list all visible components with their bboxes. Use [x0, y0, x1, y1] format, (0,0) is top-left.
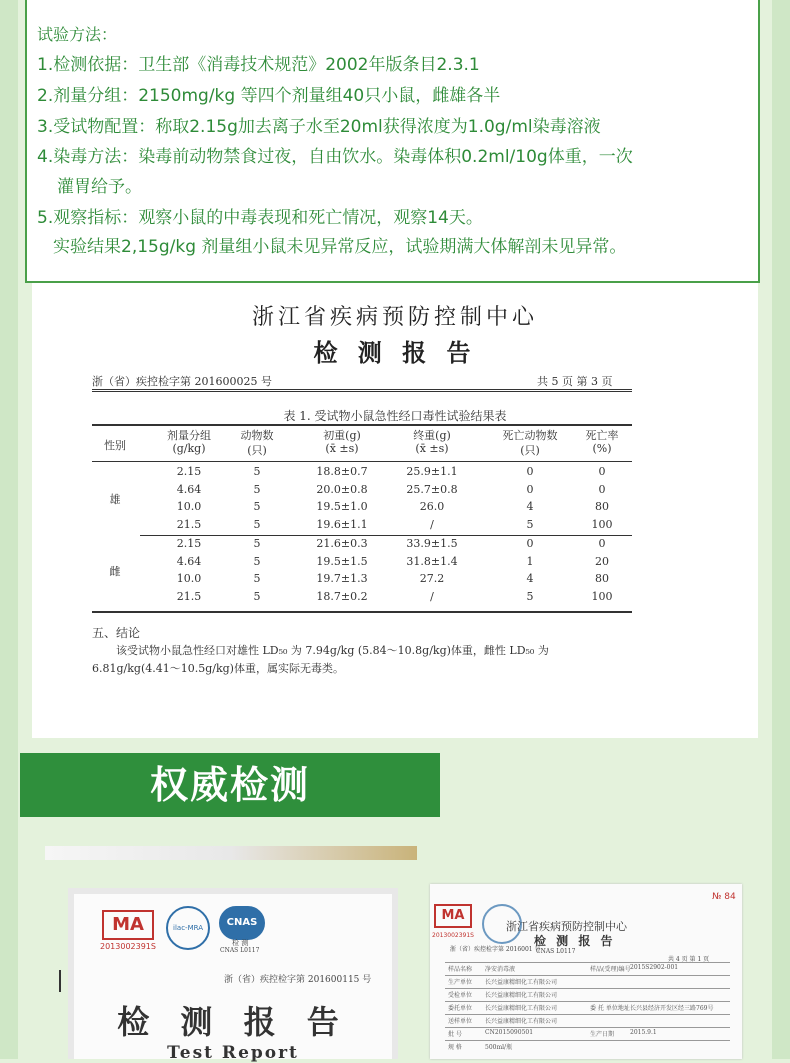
sample-info-cell: 样品(受理)编号	[590, 966, 631, 973]
table-cell: 0	[598, 537, 606, 550]
ma-stamp-right: MA	[434, 904, 472, 928]
ma-stamp: MA	[102, 910, 154, 940]
banner-label: 权威检测	[149, 763, 310, 807]
table-cell: 19.5±1.0	[316, 500, 368, 513]
table-cell: 5	[253, 465, 261, 478]
table-cell: 31.8±1.4	[406, 554, 458, 568]
edge-mark	[59, 970, 61, 992]
table-header-cell: (g/kg)	[172, 442, 206, 455]
sample-info-cell: 长兴益康精细化工有限公司	[485, 992, 558, 999]
table-cell: 26.0	[419, 500, 445, 513]
sample-info-cell: 委托单位	[448, 1005, 473, 1012]
sample-info-cell: 批 号	[448, 1031, 462, 1038]
report-org: 浙江省疾病预防控制中心	[251, 305, 538, 330]
sample-info-row	[445, 1001, 730, 1013]
sample-info-cell: 生产单位	[448, 979, 473, 986]
report-pages: 共 5 页 第 3 页	[537, 375, 613, 388]
corner-number: № 84	[712, 892, 736, 902]
table-cell: 100	[591, 517, 613, 531]
right-org: 浙江省疾病预防控制中心	[506, 920, 627, 933]
header-rule	[92, 389, 632, 390]
table-cell: 25.7±0.8	[406, 482, 458, 496]
table-cell: 33.9±1.5	[406, 537, 458, 550]
sample-info-cell: 生产日期	[590, 1031, 615, 1038]
conclusion-title: 五、结论	[92, 626, 141, 640]
table-cell: 19.6±1.1	[316, 517, 368, 531]
report-number: 浙（省）疾控检字第 201600025 号	[92, 375, 272, 388]
table-cell: 5	[526, 589, 534, 603]
table-header-cell: 性别	[104, 439, 126, 452]
table-cell: 80	[595, 572, 609, 585]
method-item-5: 5.观察指标：观察小鼠的中毒表现和死亡情况，观察14天。	[37, 208, 483, 228]
table-header-cell: 终重(g)	[413, 429, 451, 442]
sample-info-row	[445, 988, 730, 1000]
right-title: 检 测 报 告	[534, 934, 616, 948]
right-stripe	[772, 0, 790, 1059]
sample-info-row	[445, 1027, 730, 1039]
method-title: 试验方法：	[37, 25, 118, 44]
table-cell: 4	[526, 572, 534, 585]
sample-info-cell: 委 托 单位地址	[590, 1005, 630, 1012]
table-cell: 25.9±1.1	[406, 465, 458, 478]
table-cell: 21.5	[176, 517, 202, 531]
method-item-3: 3.受试物配置：称取2.15g加去离子水至20ml获得浓度为1.0g/ml染毒溶液	[37, 117, 601, 137]
sample-info-cell: 净安消毒液	[485, 966, 516, 973]
table-cell: 21.5	[176, 589, 202, 603]
right-pages: 共 4 页 第 1 页	[668, 956, 710, 963]
sample-info-cell: 500ml/瓶	[485, 1044, 513, 1051]
cover-subtitle: Test Report	[167, 1043, 299, 1063]
table-sex-cell: 雄	[109, 493, 121, 506]
sample-info-row	[445, 975, 730, 987]
table-cell: 5	[253, 517, 261, 531]
ma-number-right: 2013002391S	[432, 932, 474, 939]
report-page-right	[430, 884, 742, 1059]
sample-info-cell: 规 格	[448, 1044, 462, 1051]
table-cell: 18.7±0.2	[316, 589, 368, 603]
paper-strip	[45, 846, 417, 860]
table-header-cell: (x̄ ±s)	[415, 442, 449, 455]
sample-info-cell: 送样单位	[448, 1018, 473, 1025]
cover-number: 浙（省）疾控检字第 201600115 号	[224, 975, 372, 985]
table-header-cell: 死亡动物数	[502, 429, 558, 442]
method-item-4-cont: 灌胃给予。	[57, 177, 142, 197]
table-header-cell: 死亡率	[585, 429, 619, 442]
table-cell: 5	[253, 482, 261, 496]
conclusion-line-2: 6.81g/kg(4.41～10.5g/kg)体重，属实际无毒类。	[92, 662, 344, 675]
test-report-page	[32, 283, 758, 738]
table-cell: 1	[526, 554, 534, 568]
table-cell: 100	[591, 589, 613, 603]
table-cell: /	[430, 517, 434, 531]
table-header-cell: (x̄ ±s)	[325, 442, 359, 455]
table-cell: 5	[253, 537, 261, 550]
table-cell: 5	[253, 500, 261, 513]
table-cell: 5	[253, 589, 261, 603]
method-result: 实验结果2,15g/kg 剂量组小鼠未见异常反应，试验期满大体解剖未见异常。	[53, 237, 627, 257]
table-group-rule	[140, 535, 632, 536]
method-item-1: 1.检测依据：卫生部《消毒技术规范》2002年版条目2.3.1	[37, 55, 480, 75]
cnas-sub: 检 测	[232, 939, 249, 947]
ma-number: 2013002391S	[100, 942, 156, 951]
ilac-mra-logo: ilac-MRA	[166, 906, 210, 950]
table-cell: 10.0	[176, 572, 202, 585]
table-cell: 5	[253, 554, 261, 568]
cover-title: 检 测 报 告	[117, 1003, 349, 1041]
table-bottom-rule	[92, 611, 632, 613]
method-item-4: 4.染毒方法：染毒前动物禁食过夜，自由饮水。染毒体积0.2ml/10g体重，一次	[37, 147, 633, 167]
table-cell: 5	[526, 517, 534, 531]
table-cell: 20	[595, 554, 609, 568]
table-cell: 2.15	[176, 537, 202, 550]
report-cover-left	[68, 888, 398, 1063]
table-header-cell: 剂量分组	[167, 429, 211, 442]
table-sex-cell: 雌	[109, 565, 121, 578]
table-header-cell: (%)	[592, 442, 612, 455]
sample-info-cell: 受检单位	[448, 992, 473, 999]
right-number: 浙（省）疾控检字第 2016001 号	[450, 946, 541, 953]
sample-info-row	[445, 1040, 730, 1052]
table-cell: 27.2	[419, 572, 445, 585]
table-header-cell: 动物数	[240, 429, 274, 442]
sample-info-cell: 长兴益康精细化工有限公司	[485, 1005, 558, 1012]
sample-info-cell: 2015.9.1	[630, 1029, 657, 1036]
table-cell: 0	[526, 482, 534, 496]
cnas-code: CNAS L0117	[220, 947, 260, 954]
report-title: 检 测 报 告	[313, 338, 477, 367]
table-header-rule	[92, 461, 632, 462]
left-stripe	[0, 0, 18, 1059]
table-cell: 0	[598, 482, 606, 496]
table-cell: 21.6±0.3	[316, 537, 368, 550]
table-cell: 19.5±1.5	[316, 554, 368, 568]
sample-info-cell: 长兴益康精细化工有限公司	[485, 1018, 558, 1025]
table-top-rule	[92, 424, 632, 426]
table-cell: 18.8±0.7	[316, 465, 368, 478]
table-title: 表 1. 受试物小鼠急性经口毒性试验结果表	[283, 409, 507, 423]
table-header-cell: (只)	[247, 444, 267, 457]
right-cnas: CNAS L0117	[536, 948, 576, 955]
conclusion-line-1: 该受试物小鼠急性经口对雄性 LD₅₀ 为 7.94g/kg (5.84～10.8g/kg)体重，雌性 LD₅₀ 为	[116, 644, 549, 657]
table-cell: 20.0±0.8	[316, 482, 368, 496]
header-rule-2	[92, 391, 632, 392]
table-cell: 5	[253, 572, 261, 585]
method-box	[25, 0, 760, 283]
method-item-2: 2.剂量分组：2150mg/kg 等四个剂量组40只小鼠，雌雄各半	[37, 86, 501, 106]
cnas-logo: CNAS	[219, 906, 265, 940]
table-cell: 0	[598, 465, 606, 478]
table-header-cell: (只)	[520, 444, 540, 457]
authority-banner	[20, 753, 440, 817]
table-cell: 0	[526, 537, 534, 550]
sample-info-cell: 长兴益康精细化工有限公司	[485, 979, 558, 986]
table-cell: 0	[526, 465, 534, 478]
table-header-cell: 初重(g)	[323, 429, 361, 442]
sample-info-cell: CN2015090501	[485, 1029, 534, 1036]
sample-info-cell: 2015S2902-001	[630, 964, 679, 971]
table-cell: 4.64	[176, 482, 202, 496]
sample-info-row	[445, 1014, 730, 1026]
sample-info-cell: 样品名称	[448, 966, 473, 973]
table-cell: 80	[595, 500, 609, 513]
table-cell: 19.7±1.3	[316, 572, 368, 585]
table-cell: 10.0	[176, 500, 202, 513]
table-cell: /	[430, 589, 434, 603]
table-cell: 4.64	[176, 554, 202, 568]
table-cell: 2.15	[176, 465, 202, 478]
table-cell: 4	[526, 500, 534, 513]
sample-info-cell: 长兴县经济开发区经三路769号	[630, 1005, 714, 1012]
sample-info-row	[445, 962, 730, 974]
